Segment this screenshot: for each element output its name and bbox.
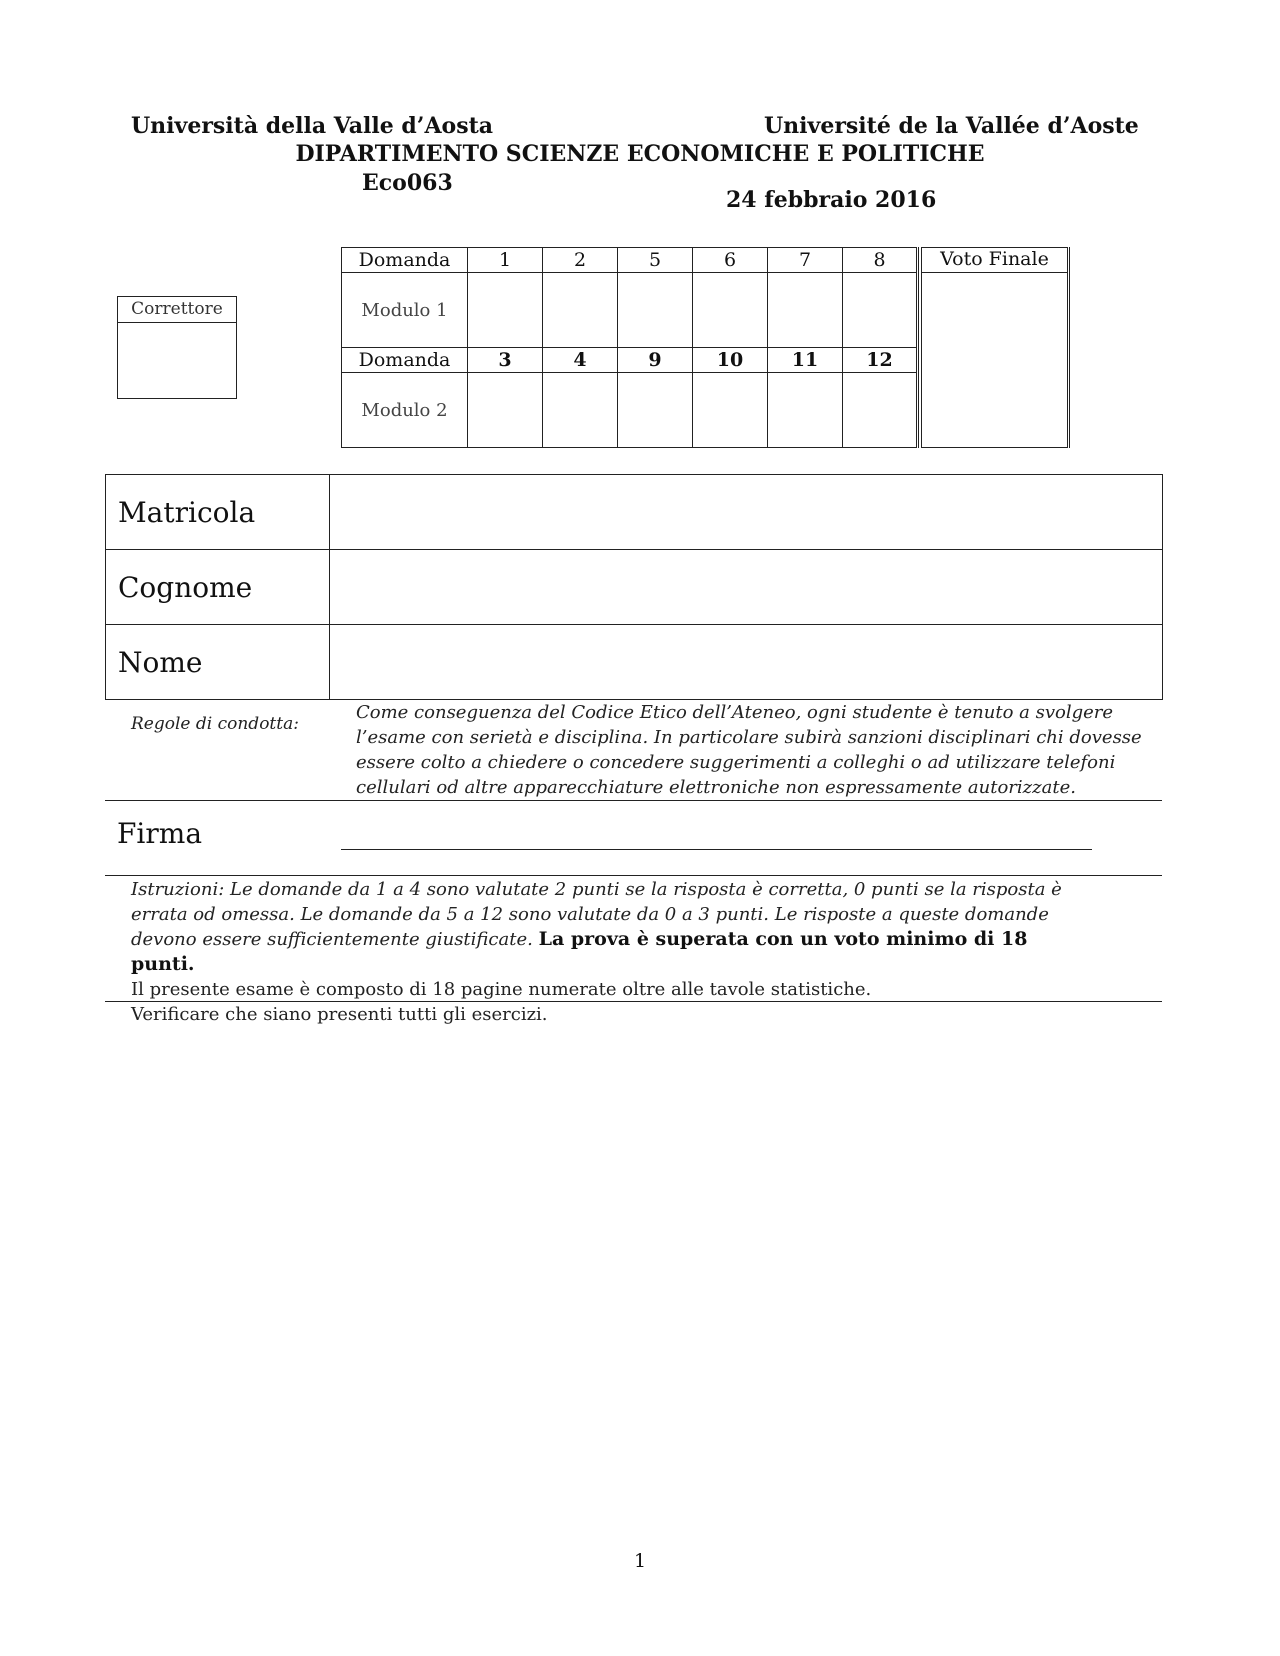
pass-threshold: La prova è superata con un voto minimo di 18 punti. (131, 928, 1028, 975)
score-cell[interactable] (468, 373, 543, 448)
divider (105, 800, 1162, 801)
score-cell[interactable] (543, 273, 618, 348)
question-number: 1 (468, 248, 543, 273)
cognome-label: Cognome (106, 550, 330, 625)
instructions-line: Verificare che siano presenti tutti gli esercizi. (131, 1004, 548, 1025)
score-cell[interactable] (618, 373, 693, 448)
signature-line[interactable] (341, 849, 1092, 850)
university-it: Università della Valle d’Aosta (131, 113, 494, 139)
rules-line: essere colto a chiedere o concedere suggerimenti a colleghi o ad utilizzare telefoni (356, 752, 1116, 773)
question-number: 10 (693, 348, 768, 373)
rules-label: Regole di condotta: (131, 714, 299, 734)
module2-label: Modulo 2 (342, 373, 468, 448)
student-identity-table (105, 474, 1163, 700)
score-cell[interactable] (468, 273, 543, 348)
course-code: Eco063 (362, 170, 453, 196)
matricola-label: Matricola (106, 475, 330, 550)
matricola-field[interactable] (330, 475, 1163, 550)
question-number: 5 (618, 248, 693, 273)
instructions-italic: devono essere sufficientemente giustificate. (131, 929, 533, 950)
question-number: 9 (618, 348, 693, 373)
domanda-header-1: Domanda (342, 248, 468, 273)
question-number: 3 (468, 348, 543, 373)
signature-label: Firma (117, 817, 203, 850)
rules-line: Come conseguenza del Codice Etico dell’Ateneo, ogni studente è tenuto a svolgere (356, 702, 1114, 723)
question-number: 7 (768, 248, 843, 273)
instructions (131, 877, 1091, 1027)
instructions-line: Istruzioni: Le domande da 1 a 4 sono valutate 2 punti se la risposta è corretta, 0 punti se la risposta è (131, 879, 1062, 900)
domanda-header-2: Domanda (342, 348, 468, 373)
question-number: 2 (543, 248, 618, 273)
score-cell[interactable] (768, 373, 843, 448)
nome-label: Nome (106, 625, 330, 700)
grade-table (341, 247, 1070, 448)
final-grade-header: Voto Finale (922, 248, 1069, 273)
instructions-line (131, 927, 1091, 977)
question-number: 6 (693, 248, 768, 273)
nome-field[interactable] (330, 625, 1163, 700)
university-fr: Université de la Vallée d’Aoste (764, 113, 1139, 139)
cognome-field[interactable] (330, 550, 1163, 625)
rules-line: l’esame con serietà e disciplina. In particolare subirà sanzioni disciplinari chi dovesse (356, 727, 1142, 748)
question-number: 8 (843, 248, 918, 273)
module1-label: Modulo 1 (342, 273, 468, 348)
final-grade-cell[interactable] (922, 273, 1069, 448)
score-cell[interactable] (693, 373, 768, 448)
score-cell[interactable] (618, 273, 693, 348)
instructions-line: errata od omessa. Le domande da 5 a 12 sono valutate da 0 a 3 punti. Le risposte a queste domande (131, 904, 1049, 925)
score-cell[interactable] (543, 373, 618, 448)
corrector-box[interactable] (117, 296, 237, 399)
divider (105, 875, 1162, 876)
divider (105, 1001, 1162, 1002)
department-title: DIPARTIMENTO SCIENZE ECONOMICHE E POLITICHE (295, 141, 985, 167)
score-cell[interactable] (843, 373, 918, 448)
rules-text (356, 700, 1146, 800)
question-number: 12 (843, 348, 918, 373)
rules-line: cellulari od altre apparecchiature elettroniche non espressamente autorizzate. (356, 777, 1076, 798)
exam-date: 24 febbraio 2016 (726, 187, 937, 213)
corrector-label: Correttore (118, 297, 236, 323)
score-cell[interactable] (843, 273, 918, 348)
score-cell[interactable] (693, 273, 768, 348)
question-number: 11 (768, 348, 843, 373)
instructions-line: Il presente esame è composto di 18 pagine numerate oltre alle tavole statistiche. (131, 979, 872, 1000)
score-cell[interactable] (768, 273, 843, 348)
page-number: 1 (633, 1550, 647, 1572)
question-number: 4 (543, 348, 618, 373)
